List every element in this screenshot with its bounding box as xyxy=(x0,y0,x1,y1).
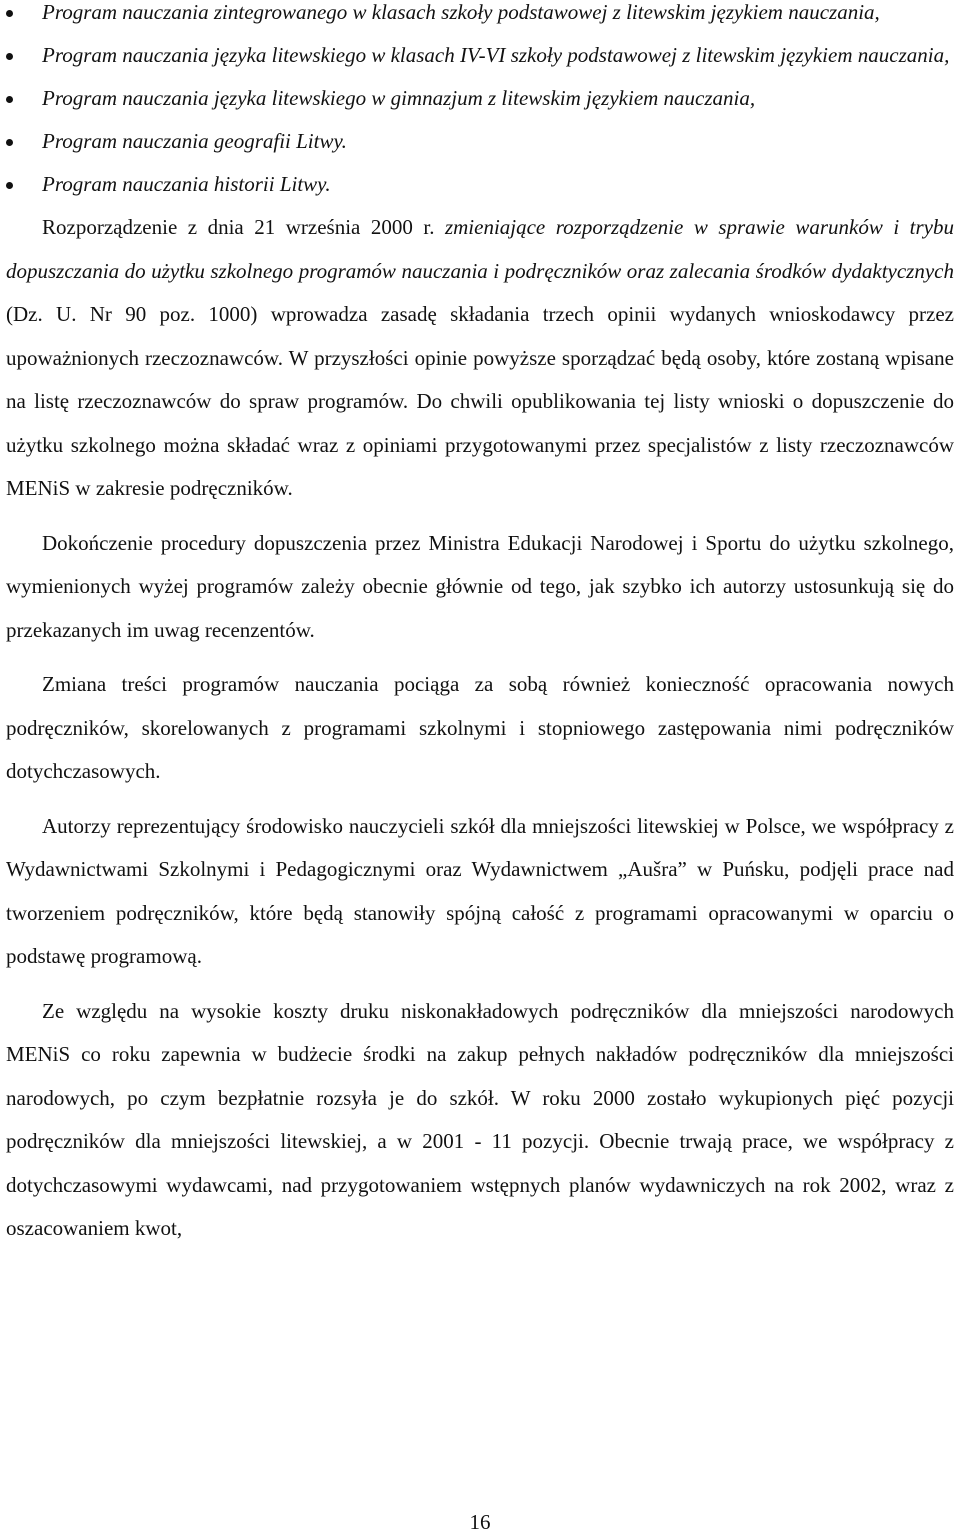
list-item-text: Program nauczania języka litewskiego w gimnazjum z litewskim językiem nauczania, xyxy=(42,86,756,110)
bullet-icon xyxy=(6,139,13,146)
paragraph-rest-text: (Dz. U. Nr 90 poz. 1000) wprowadza zasadę składania trzech opinii wydanych wnioskodawcy przez upoważnionych rzeczoznawców. W przyszłości opinie powyższe sporządzać będą osoby, które zostaną wpisane na listę rzeczoznawców do spraw programów. Do chwili opublikowania tej listy wnioski o dopuszczenie do użytku szkolnego można składać wraz z opiniami przygotowanymi przez specjalistów z listy rzeczoznawców MENiS w zakresie podręczników. xyxy=(6,302,954,500)
paragraph-textbooks-change: Zmiana treści programów nauczania pociąga za sobą również konieczność opracowania nowych podręczników, skorelowanych z programami szkolnymi i stopniowego zastępowania nimi podręczników dotychczasowych. xyxy=(6,672,954,783)
paragraph-funding: Ze względu na wysokie koszty druku niskonakładowych podręczników dla mniejszości narodowych MENiS co roku zapewnia w budżecie środki na zakup pełnych nakładów podręczników dla mniejszości narodowych, po czym bezpłatnie rozsyła je do szkół. W roku 2000 zostało wykupionych pięć pozycji podręczników dla mniejszości litewskiej, a w 2001 - 11 pozycji. Obecnie trwają prace, we współpracy z dotychczasowymi wydawcami, nad przygotowaniem wstępnych planów wydawniczych na rok 2002, wraz z oszacowaniem kwot, xyxy=(6,998,954,1240)
bullet-icon xyxy=(6,10,13,17)
paragraph-regulation xyxy=(6,206,954,511)
regulation-title-italic: zmieniające rozporządzenie w sprawie warunków i trybu dopuszczania do użytku szkolnego programów nauczania i podręczników oraz zalecania środków dydaktycznych xyxy=(6,215,954,283)
paragraph-authors: Autorzy reprezentujący środowisko nauczycieli szkół dla mniejszości litewskiej w Polsce, we współpracy z Wydawnictwami Szkolnymi i Pedagogicznymi oraz Wydawnictwem „Aušra” w Puńsku, podjęli prace nad tworzeniem podręczników, które będą stanowiły spójną całość z programami opracowanymi w oparciu o podstawę programową. xyxy=(6,813,954,968)
paragraph-lead-text: Rozporządzenie z dnia 21 września 2000 r. xyxy=(42,215,445,239)
list-item xyxy=(6,163,954,206)
list-item-text: Program nauczania języka litewskiego w klasach IV-VI szkoły podstawowej z litewskim językiem nauczania, xyxy=(42,43,950,67)
page-number: 16 xyxy=(469,1510,491,1534)
paragraph-procedure: Dokończenie procedury dopuszczenia przez Ministra Edukacji Narodowej i Sportu do użytku szkolnego, wymienionych wyżej programów zależy obecnie głównie od tego, jak szybko ich autorzy ustosunkują się do przekazanych im uwag recenzentów. xyxy=(6,530,954,642)
list-item-text: Program nauczania zintegrowanego w klasach szkoły podstawowej z litewskim językiem nauczania, xyxy=(42,0,880,24)
document-page xyxy=(6,0,954,1251)
list-item xyxy=(6,77,954,120)
list-item-text: Program nauczania historii Litwy. xyxy=(42,172,331,196)
bullet-icon xyxy=(6,96,13,103)
list-item xyxy=(6,120,954,163)
list-item xyxy=(6,34,954,77)
bullet-icon xyxy=(6,53,13,60)
list-item xyxy=(6,0,954,34)
list-item-text: Program nauczania geografii Litwy. xyxy=(42,129,347,153)
program-list xyxy=(6,0,954,206)
bullet-icon xyxy=(6,182,13,189)
